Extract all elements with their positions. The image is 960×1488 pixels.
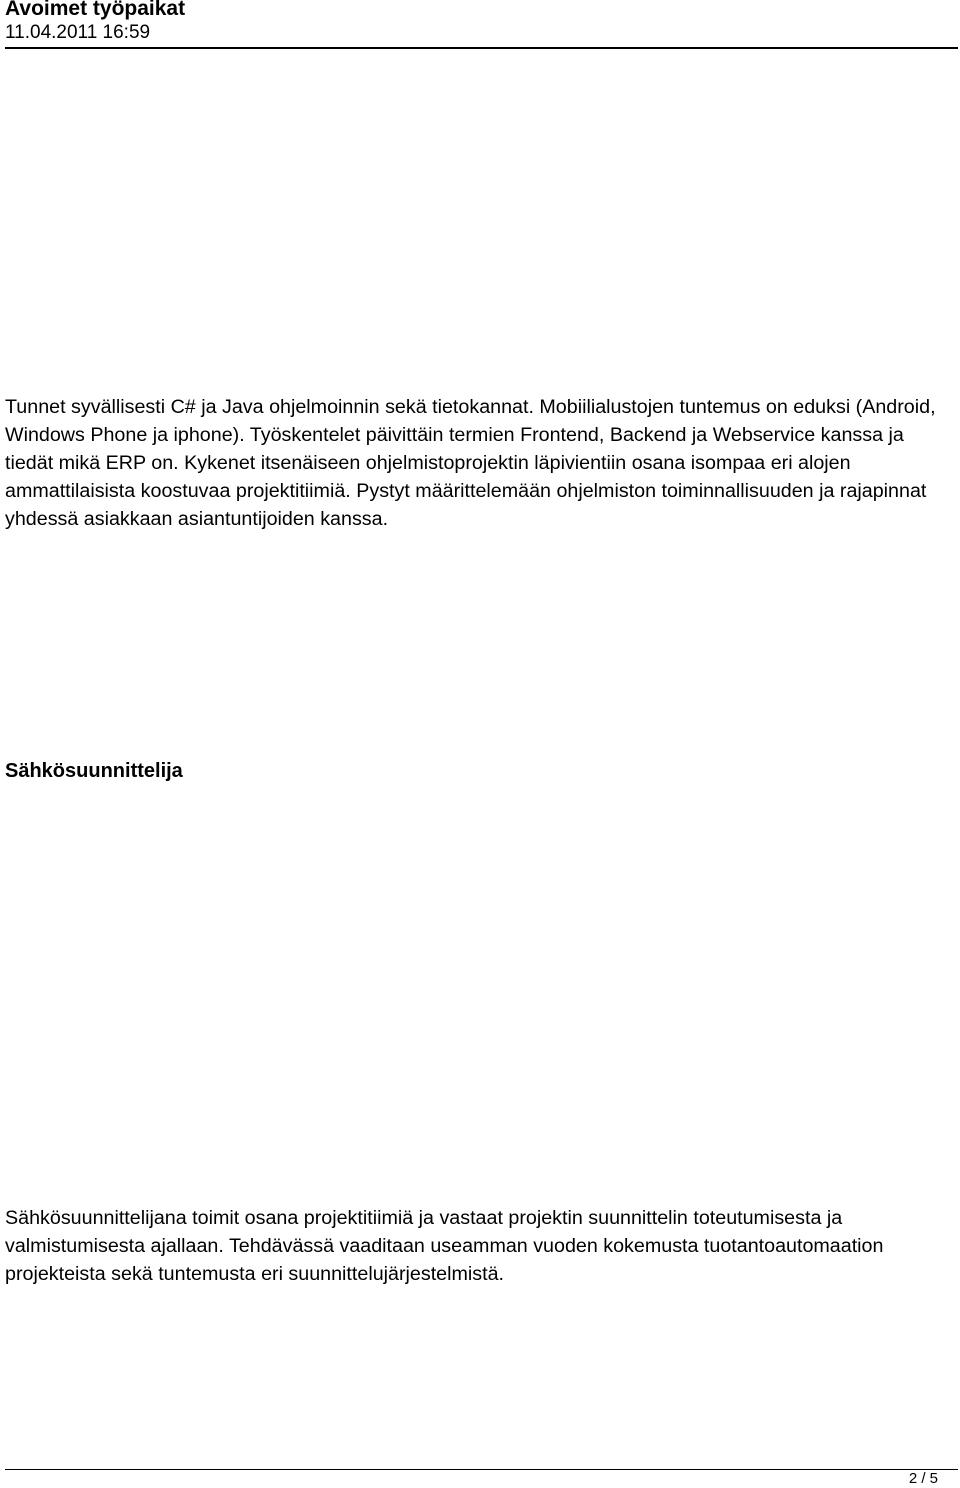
job-description-paragraph: Tunnet syvällisesti C# ja Java ohjelmoinnin sekä tietokannat. Mobiilialustojen tuntemus on eduksi (Android, Windows Phone ja iphone). Työskentelet päivittäin termien Frontend, Backend ja Webservice kanssa ja tiedät mikä ERP on. Kykenet itsenäiseen ohjelmistoprojektin läpivientiin osana isompaa eri alojen ammattilaisista koostuvaa projektitiimiä. Pystyt määrittelemään ohjelmiston toiminnallisuuden ja rajapinnat yhdessä asiakkaan asiantuntijoiden kanssa. (5, 396, 936, 530)
job-description-paragraph: Sähkösuunnittelijana toimit osana projektitiimiä ja vastaat projektin suunnittelin toteutumisesta ja valmistumisesta ajallaan. Tehdävässä vaaditaan useamman vuoden kokemusta tuotantoautomaation projekteista sekä tuntemusta eri suunnittelujärjestelmistä. (5, 1207, 884, 1285)
job-title-heading: Sähkösuunnittelija (5, 760, 183, 782)
timestamp: 11.04.2011 16:59 (5, 22, 151, 43)
page-number: 2 / 5 (908, 1470, 938, 1487)
page-title: Avoimet työpaikat (5, 0, 186, 20)
header-divider (5, 47, 958, 49)
footer-divider (5, 1469, 958, 1470)
